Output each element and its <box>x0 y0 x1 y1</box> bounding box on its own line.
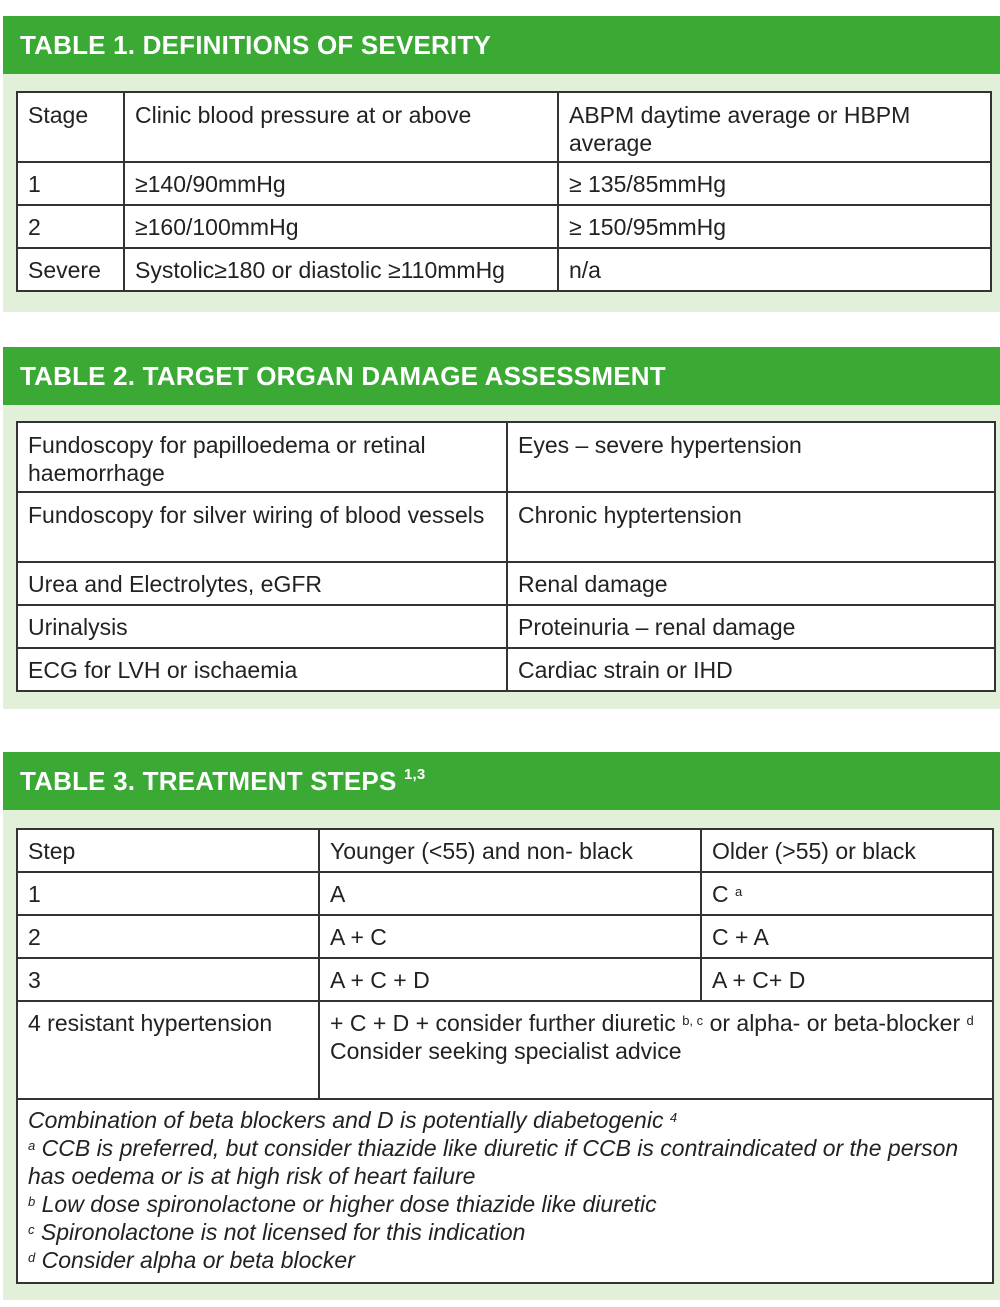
cell: Renal damage <box>507 562 995 605</box>
cell: Cardiac strain or IHD <box>507 648 995 691</box>
header-cell: Stage <box>17 92 124 162</box>
cell: 3 <box>17 958 319 1001</box>
cell <box>701 872 993 915</box>
note-text: Combination of beta blockers and D is potentially diabetogenic <box>28 1107 664 1133</box>
cell: ≥140/90mmHg <box>124 162 558 205</box>
cell: Severe <box>17 248 124 291</box>
cell: Eyes – severe hypertension <box>507 422 995 492</box>
table3 <box>16 828 994 1284</box>
footnote-mark: a <box>28 1138 36 1153</box>
cell: Systolic≥180 or diastolic ≥110mmHg <box>124 248 558 291</box>
table3-title-ref: 1,3 <box>403 766 426 783</box>
table-row-resistant <box>17 1001 993 1099</box>
footnote-ref: a <box>735 884 743 899</box>
cell: C + A <box>701 915 993 958</box>
cell: Fundoscopy for silver wiring of blood vessels <box>17 492 507 562</box>
cell: 1 <box>17 162 124 205</box>
table-row <box>17 915 993 958</box>
table1-panel <box>3 16 1000 312</box>
footnote-ref: d <box>966 1013 974 1028</box>
table3-title <box>3 752 1000 810</box>
footnote-mark: c <box>28 1222 35 1237</box>
cell: ≥ 135/85mmHg <box>558 162 991 205</box>
table-row <box>17 605 995 648</box>
note-d <box>28 1246 982 1274</box>
header-cell: Older (>55) or black <box>701 829 993 872</box>
note-text: Low dose spironolactone or higher dose thiazide like diuretic <box>41 1191 657 1217</box>
cell: A <box>319 872 701 915</box>
table1-title: TABLE 1. DEFINITIONS OF SEVERITY <box>3 16 1000 74</box>
cell-text: + C + D + consider further diuretic <box>330 1010 676 1036</box>
table1 <box>16 91 992 292</box>
header-cell: Younger (<55) and non- black <box>319 829 701 872</box>
cell: Fundoscopy for papilloedema or retinal haemorrhage <box>17 422 507 492</box>
table-header-row <box>17 829 993 872</box>
note-text: CCB is preferred, but consider thiazide like diuretic if CCB is contraindicated or the person has oedema or is at high risk of heart failure <box>28 1135 959 1189</box>
cell <box>319 1001 993 1099</box>
table-notes-row <box>17 1099 993 1283</box>
note-text: Spironolactone is not licensed for this indication <box>40 1219 526 1245</box>
cell: n/a <box>558 248 991 291</box>
cell-text: C <box>712 881 729 907</box>
cell: ≥ 150/95mmHg <box>558 205 991 248</box>
table3-title-text: TABLE 3. TREATMENT STEPS <box>20 766 397 796</box>
table-row <box>17 648 995 691</box>
cell-text: Consider seeking specialist advice <box>330 1038 682 1064</box>
cell: 1 <box>17 872 319 915</box>
footnote-mark: d <box>28 1250 36 1265</box>
cell: Urea and Electrolytes, eGFR <box>17 562 507 605</box>
table-header-row <box>17 92 991 162</box>
cell: A + C + D <box>319 958 701 1001</box>
table2-panel <box>3 347 1000 709</box>
notes-cell <box>17 1099 993 1283</box>
footnote-mark: b <box>28 1194 36 1209</box>
cell: 2 <box>17 205 124 248</box>
table-row <box>17 205 991 248</box>
header-cell: Clinic blood pressure at or above <box>124 92 558 162</box>
table-row <box>17 162 991 205</box>
note-b <box>28 1190 982 1218</box>
footnote-ref: b, c <box>682 1013 704 1028</box>
cell: ≥160/100mmHg <box>124 205 558 248</box>
cell: 2 <box>17 915 319 958</box>
note-a <box>28 1134 982 1190</box>
note-main <box>28 1106 982 1134</box>
cell: ECG for LVH or ischaemia <box>17 648 507 691</box>
table2-title: TABLE 2. TARGET ORGAN DAMAGE ASSESSMENT <box>3 347 1000 405</box>
cell: 4 resistant hypertension <box>17 1001 319 1099</box>
table-row <box>17 872 993 915</box>
table-row <box>17 562 995 605</box>
cell: Urinalysis <box>17 605 507 648</box>
header-cell: Step <box>17 829 319 872</box>
cell-text: or alpha- or beta-blocker <box>709 1010 961 1036</box>
table-row <box>17 422 995 492</box>
table-row <box>17 492 995 562</box>
note-c <box>28 1218 982 1246</box>
cell: Chronic hyptertension <box>507 492 995 562</box>
table3-panel <box>3 752 1000 1300</box>
footnote-ref: 4 <box>669 1110 678 1125</box>
cell: Proteinuria – renal damage <box>507 605 995 648</box>
table-row <box>17 958 993 1001</box>
note-text: Consider alpha or beta blocker <box>41 1247 355 1273</box>
header-cell: ABPM daytime average or HBPM average <box>558 92 991 162</box>
cell: A + C+ D <box>701 958 993 1001</box>
table2 <box>16 421 996 692</box>
table-row <box>17 248 991 291</box>
cell: A + C <box>319 915 701 958</box>
